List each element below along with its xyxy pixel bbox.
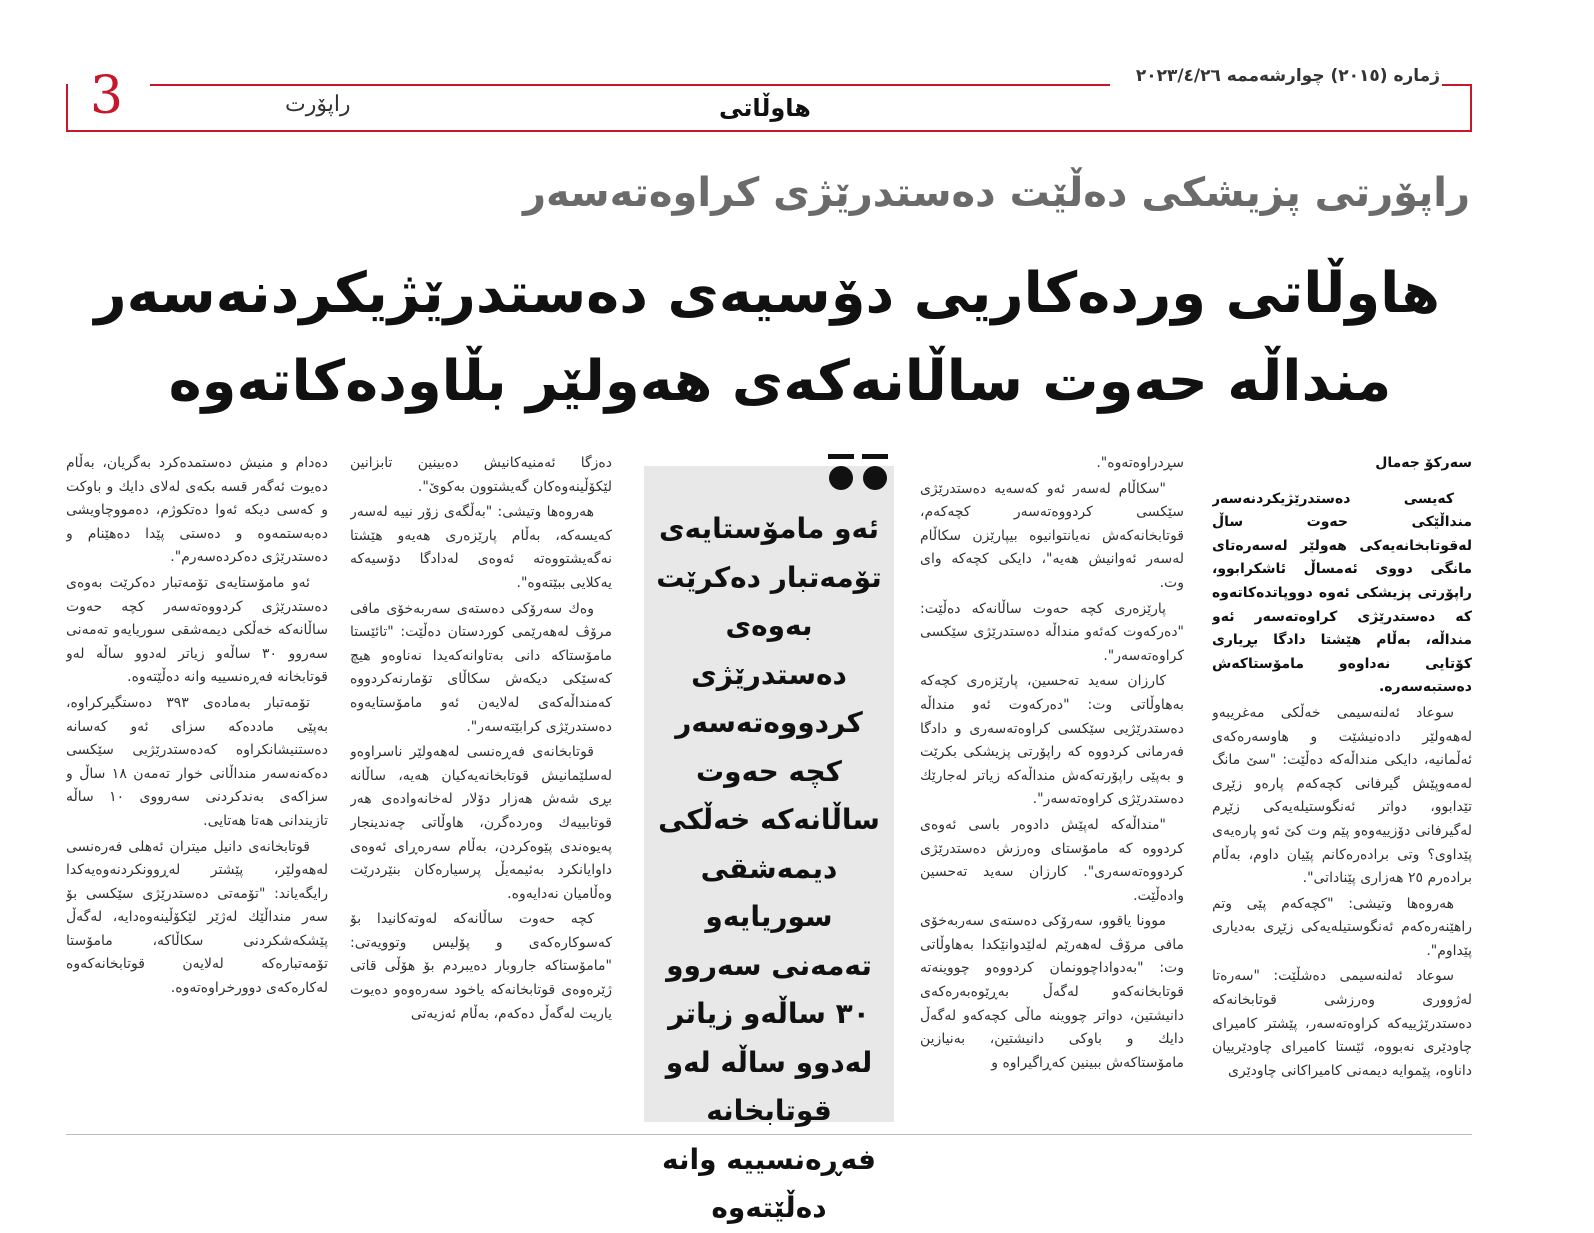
column-4 [350, 452, 612, 1122]
paragraph: پارێزەری كچە حەوت ساڵانەكە دەڵێت: "دەركەوت كەئەو منداڵە دەستدرێژی سێكسی كراوەتەسەر". [920, 600, 1184, 664]
paragraph: كچە حەوت ساڵانەكە لەوتەكانیدا بۆ كەسوكارەكەی و پۆلیس وتوویەتی: "مامۆستاكە جاروبار دەیبردم بۆ هۆڵی قاتی ژێرەوەی قوتابخانەكە یاخود سەرەوەو دەیوت یاریت لەگەڵ دەكەم، بەڵام ئەزیەتی [350, 911, 612, 1022]
column-1 [1212, 452, 1472, 1122]
quote-marks-icon [826, 452, 890, 494]
paragraph: وەك سەرۆكی دەستەی سەربەخۆی مافی مرۆڤ لەهەرێمی كوردستان دەڵێت: "تائێستا مامۆستاكە دانی بەتاوانەكەیدا نەناوەو هیچ كەسێكی دیكەش سكاڵای تۆمارنەكردووە كەمنداڵەكەی لەلایەن ئەو مامۆستایەوە دەستدرێژی كرابێتەسەر". [350, 600, 612, 735]
header-frame-bottom [66, 130, 1472, 132]
paragraph: هەروەها وتیشی: "بەڵگەی زۆر نییە لەسەر كەیسەكە، بەڵام پارێزەری هەیەو هێشتا نەگەیشتووەتە ئەوەی لەدادگا دۆسیەكە یەكلایی ببێتەوە". [350, 504, 612, 591]
paragraph: موونا یاقوو، سەرۆكی دەستەی سەربەخۆی مافی مرۆڤ لەهەرێم لەلێدوانێكدا بەهاوڵاتی وت: "بەدواداچوونمان كردووەو چووینەتە قوتابخانەكەو لەگەڵ بەڕێوەبەرەكەی دانیشتین، دواتر چووینە ماڵی كچەكەو لەگەڵ دایك و باوكی دانیشتین، بەنیازین مامۆستاكەش ببینین كەڕاگیراوە و [920, 913, 1184, 1071]
bottom-rule [66, 1134, 1472, 1135]
paragraph: ئەو مامۆستایەی تۆمەتبار دەكرێت بەوەی دەستدرێژی كردووەتەسەر كچە حەوت ساڵانەكە خەڵكی دیمەشقی سوریایەو تەمەنی سەروو ٣٠ ساڵەو زیاتر لەدوو ساڵە لەو قوتابخانە فەڕەنسییە وانە دەڵێتەوە. [66, 574, 328, 686]
paragraph: سڕدراوەتەوە". [1096, 455, 1184, 471]
paragraph: "منداڵەكە لەپێش دادوەر باسی ئەوەی كردووە كە مامۆستای وەرزش دەستدرێژی كردووەتەسەری". كارزان سەید تەحسین وادەڵێت. [920, 816, 1184, 904]
header-rule [150, 84, 1110, 86]
masthead-logo: هاوڵاتی [719, 94, 811, 122]
headline [94, 250, 1440, 426]
pull-quote-text: ئه‌و مامۆستایه‌ی تۆمه‌تبار ده‌كرێت به‌وه‌ی ده‌ستدرێژی كردووه‌ته‌سه‌ر كچه‌ حه‌وت ساڵانه‌كه‌ خه‌ڵكی دیمه‌شقی سوریایه‌و ته‌مه‌نی سه‌روو ٣٠ ساڵه‌و زیاتر له‌دوو ساڵه‌ له‌و قوتابخانه‌ فه‌ڕه‌نسییه‌ وانه‌ ده‌ڵێته‌وه [656, 512, 882, 1224]
column-5 [66, 452, 328, 1122]
paragraph: سوعاد ئه‌لنه‌سیمی ده‌شڵێت: "سەرەتا لەژووری وەرزشی قوتابخانەكە دەستدرێژییەكە كراوەتەسەر، پێشتر كامیرای چاودێری نەبووە، ئێستا كامیرای چاودێرییان داناوە، پێموایە دیمەنی كامیراكانی چاودێری [1212, 968, 1472, 1079]
header-frame-left [66, 84, 88, 130]
paragraph: قوتابخانەی دانیل میتران ئەهلی فەرەنسی لەهەولێر، پێشتر لەڕوونكردنەوەیەكدا رایگەیاند: "تۆمەتی دەستدرێژی سێكسی بۆ سەر منداڵێك لەژێر لێكۆڵینەوەدایە، لەگەڵ پێشكەشكردنی سكاڵاكە، مامۆستا تۆمەتبارەكە لەلایەن قوتابخانەكەوە لەكارەكەی دوورخراوەتەوە. [66, 838, 328, 997]
paragraph: قوتابخانەی فەڕەنسی لەهەولێر ناسراوەو لەسلێمانیش قوتابخانەیەكیان هەیە، ساڵانە بڕی شەش هەزار دۆلار لەخانەوادەی هەر قوتابییەك وەردەگرن، هاوڵاتی چەندینجار پەیوەندی پێوەكردن، بەڵام سەرەڕای ئەوەی داوایانكرد بەئیمەیڵ پرسیارەكان بنێردرێت وەڵامیان نەدایەوە. [350, 744, 612, 902]
paragraph: كارزان سەید تەحسین، پارێزەری كچەكە بەهاوڵاتی وت: "دەركەوت ئەو منداڵە دەستدرێژیی سێكسی كراوەتەسەری و دادگا فەرمانی كردووە كە راپۆرتی پزیشكی بكرێت و بەپێی راپۆرتەكەش منداڵەكە زیاتر لەجارێك دەستدرێژی كراوەتەسەر". [920, 673, 1184, 808]
kicker: راپۆرتی پزیشکی ده‌ڵێت ده‌ستدرێژی کراوه‌ته‌سه‌ر [523, 170, 1470, 216]
headline-line-1: هاوڵاتی ورده‌کاریی دۆسیه‌ی ده‌ستدرێژیکردنه‌سه‌ر [94, 261, 1440, 326]
header-frame-right [1442, 84, 1472, 132]
paragraph: "سكاڵام لەسەر ئەو كەسەیە دەستدرێژی سێكسی كردووەتەسەر كچەكەم، قوتابخانەكەش نەیانتوانیوە بیپارێزن سكاڵام لەسەر ئەوانیش هەیە"، دایكی كچەكە وای وت. [920, 480, 1184, 591]
section-label: راپۆرت [285, 92, 351, 117]
column-2 [920, 452, 1184, 1122]
paragraph: سوعاد ئه‌لنه‌سیمی خه‌ڵكی مه‌غریبه‌و له‌هه‌ولێر دادەنیشێت و هاوسه‌ره‌كه‌ی ئه‌ڵمانیه‌، دایكی منداڵه‌كه‌ ده‌ڵێت: "سێ مانگ له‌مه‌وپێش گیرفانی كچه‌كه‌م پاره‌و زێڕی تێدابوو، دواتر ئه‌نگوستیله‌یه‌كی زێڕم له‌گیرفانی دۆزییه‌وه‌و پێم وت كێ ئه‌و پاره‌یه‌ی پێداوی؟ وتی برادەرەكانم پێیان داوم، بەڵام برادەرم ٢٥ هەزاری پێناداتی". [1212, 704, 1472, 887]
page-number: 3 [90, 66, 124, 126]
issue-info: ژماره (٢٠١٥) چوارشه‌ممه ٢٠٢٣/٤/٢٦ [1135, 66, 1440, 86]
headline-line-2: منداڵه‌ حه‌وت ساڵانه‌که‌ی هه‌ولێر بڵاوده‌کاته‌وه [168, 349, 1392, 414]
paragraph: هەروەها وتیشی: "كچه‌كه‌م پێی وتم راهێنەرەكەم ئه‌نگوستیله‌یه‌كی زێڕی بەدیاری پێداوم". [1212, 895, 1472, 959]
lead-paragraph: كه‌یسی ده‌ستدرێژیكردنه‌سه‌ر منداڵێكی حه‌وت ساڵ له‌قوتابخانه‌یه‌كی هه‌ولێر له‌سه‌ره‌تای مانگی دووی ئه‌مساڵ ئاشكرابوو، راپۆرتی پزیشكی ئه‌وه‌ دووپاتده‌كاته‌وه‌ كه‌ ده‌ستدرێژی كراوه‌ته‌سه‌ر ئه‌و منداڵه‌، به‌ڵام هێشتا دادگا بڕیاری كۆتایی نه‌داوه‌و مامۆستاكه‌ش ده‌ستبه‌سه‌ره‌. [1212, 490, 1472, 696]
byline: سه‌رکۆ جه‌مال [1375, 455, 1472, 471]
paragraph: دەزگا ئەمنیەكانیش دەبینین تابزانین لێكۆڵینەوەكان گەیشتوون بەكوێ". [350, 455, 612, 495]
paragraph: تۆمەتبار بەمادەی ٣٩٣ دەستگیركراوە، بەپێی ماددەكە سزای ئەو كەسانە دەستنیشانكراوە كەدەستدرێژیی سێكسی دەكەنەسەر منداڵانی خوار تەمەن ١٨ ساڵ و سزاكەی بەندكردنی سەرووی ١٠ ساڵە تازیندانی هەتا هەتایی. [66, 694, 328, 829]
paragraph: دەدام و منیش دەستمدەكرد بەگریان، بەڵام دەیوت ئەگەر قسە بكەی لەلای دایك و باوكت و كەسی دیكە ئەوا دەتكوژم، دەمووچاویشی دەبەستمەوە و دەستی پێدا دەهێنام و دەستدرێژی دەكردەسەرم". [66, 455, 328, 566]
